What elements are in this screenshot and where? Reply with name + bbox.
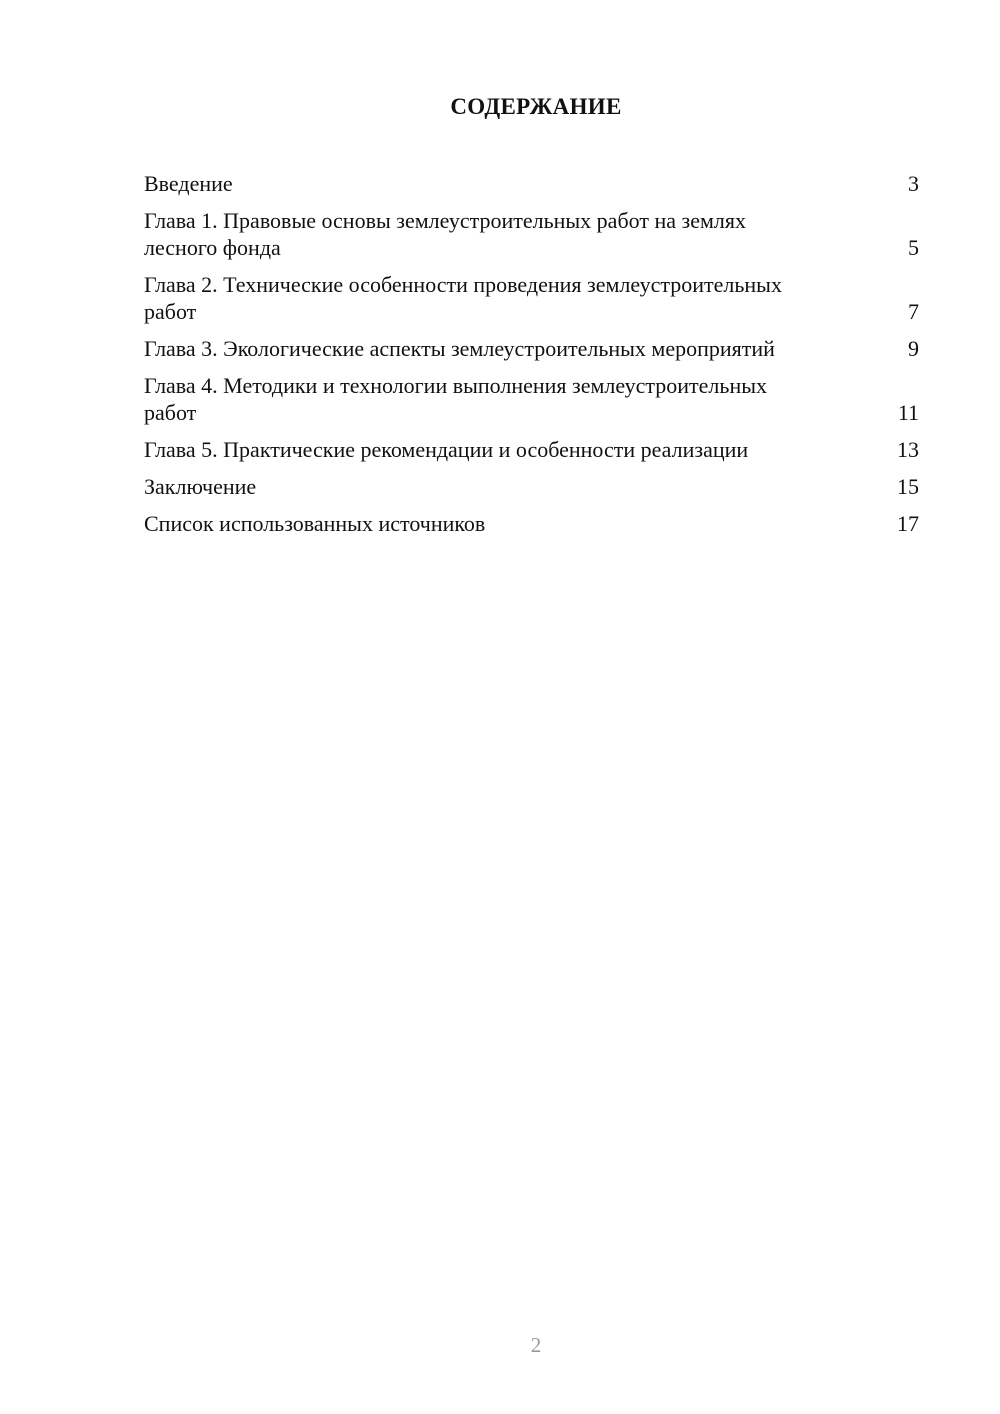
- toc-entry-text: Глава 5. Практические рекомендации и особенности реализации: [144, 437, 749, 462]
- toc-entry-chapter-1: [144, 207, 919, 261]
- toc-entry-page: 13: [897, 437, 919, 462]
- toc-entry-page: 7: [908, 299, 919, 324]
- toc-entry-chapter-5: [144, 436, 919, 463]
- toc-entry-introduction: [144, 170, 919, 197]
- toc-entry-chapter-3: [144, 335, 919, 362]
- page-title: СОДЕРЖАНИЕ: [450, 94, 622, 119]
- toc-entry-page: 15: [897, 474, 919, 499]
- toc-entry-text: Глава 4. Методики и технологии выполнения землеустроительных работ: [144, 373, 767, 425]
- toc-entry-text: Введение: [144, 171, 233, 196]
- toc-entry-page: 9: [908, 336, 919, 361]
- toc-entry-text: Список использованных источников: [144, 511, 486, 536]
- toc-entry-text: Глава 1. Правовые основы землеустроительных работ на землях лесного фонда: [144, 208, 746, 260]
- toc-entry-conclusion: [144, 473, 919, 500]
- toc-entry-text: Заключение: [144, 474, 257, 499]
- table-of-contents: [144, 170, 919, 547]
- toc-entry-chapter-4: [144, 372, 919, 426]
- toc-entry-page: 5: [908, 235, 919, 260]
- toc-entry-page: 11: [897, 400, 919, 425]
- toc-entry-references: [144, 510, 919, 537]
- toc-entry-text: Глава 2. Технические особенности проведения землеустроительных работ: [144, 272, 782, 324]
- toc-entry-chapter-2: [144, 271, 919, 325]
- toc-entry-page: 3: [908, 171, 919, 196]
- toc-entry-text: Глава 3. Экологические аспекты землеустроительных мероприятий: [144, 336, 775, 361]
- toc-entry-page: 17: [897, 511, 919, 536]
- page-number: 2: [530, 1333, 542, 1357]
